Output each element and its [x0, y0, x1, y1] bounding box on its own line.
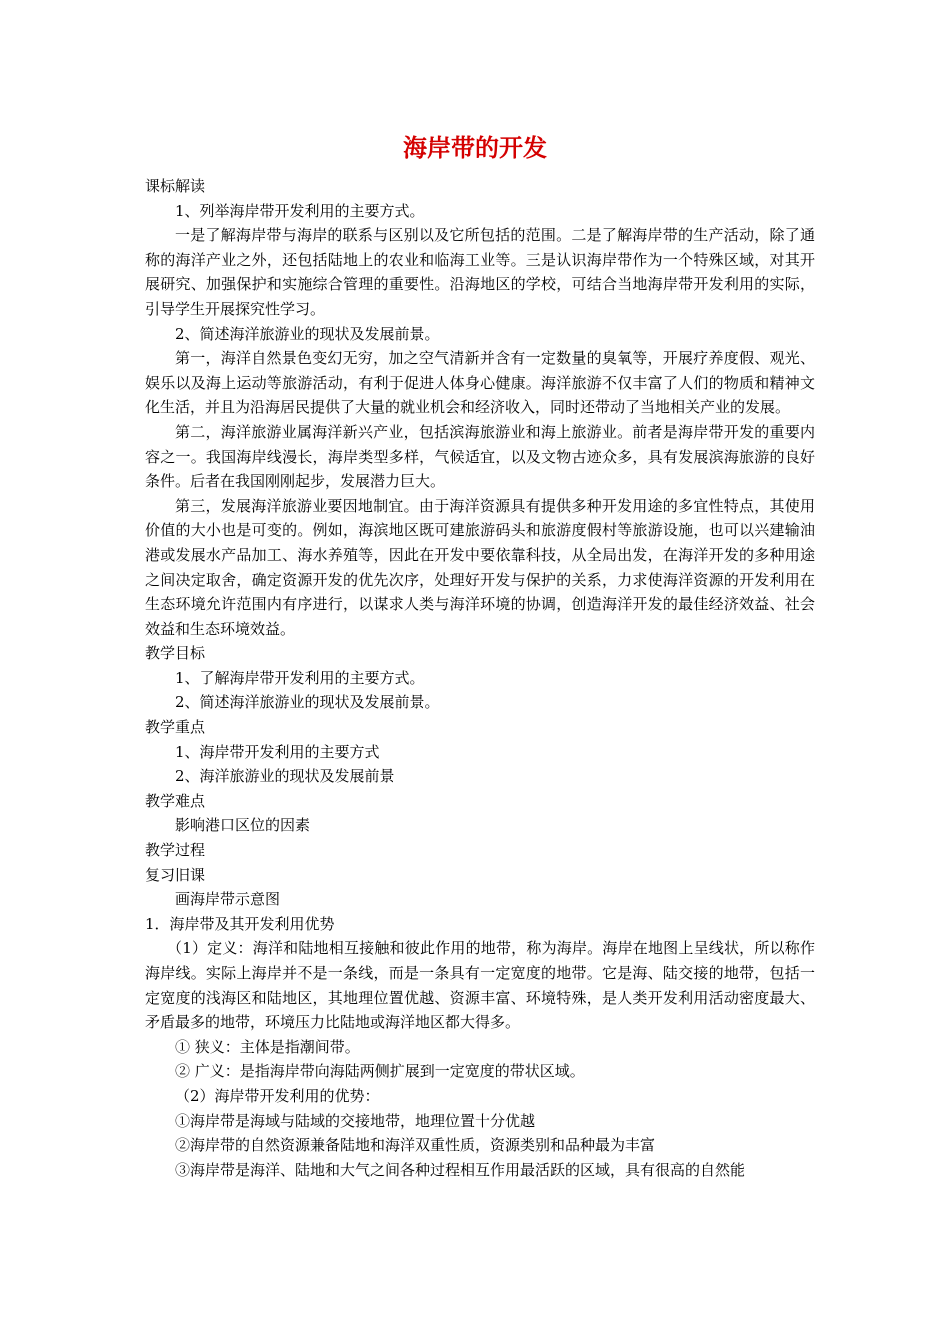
- curriculum-paragraph-1: 一是了解海岸带与海岸的联系与区别以及它所包括的范围。二是了解海岸带的生产活动，除了通称的海洋产业之外，还包括陆地上的农业和临海工业等。三是认识海岸带作为一个特殊区域，对其开展研究、加强保护和实施综合管理的重要性。沿海地区的学校，可结合当地海岸带开发利用的实际，引导学生开展探究性学习。: [145, 226, 815, 318]
- advantage-item: ①海岸带是海域与陆域的交接地带，地理位置十分优越: [175, 1111, 536, 1130]
- advantage-item: ②海岸带的自然资源兼备陆地和海洋双重性质，资源类别和品种最为丰富: [175, 1136, 656, 1155]
- topic-heading-1: 1．海岸带及其开发利用优势: [145, 914, 335, 933]
- definition-paragraph: （1）定义：海洋和陆地相互接触和彼此作用的地带，称为海岸。海岸在地图上呈线状，所以称作海岸线。实际上海岸并不是一条线，而是一条具有一定宽度的地带。它是海、陆交接的地带，包括一定宽度的浅海区和陆地区，其地理位置优越、资源丰富、环境特殊，是人类开发利用活动密度最大、矛盾最多的地带，环境压力比陆地或海洋地区都大得多。: [145, 939, 815, 1032]
- document-title: 海岸带的开发: [403, 134, 547, 162]
- document-body: [145, 174, 815, 1182]
- advantages-heading: （2）海岸带开发利用的优势：: [175, 1086, 380, 1105]
- key-point-item: 1、海岸带开发利用的主要方式: [175, 742, 380, 761]
- section-heading-goals: 教学目标: [145, 644, 206, 663]
- curriculum-paragraph-2: 第一，海洋自然景色变幻无穷，加之空气清新并含有一定数量的臭氧等，开展疗养度假、观光、娱乐以及海上运动等旅游活动，有利于促进人体身心健康。海洋旅游不仅丰富了人们的物质和精神文化生活，并且为沿海居民提供了大量的就业机会和经济收入，同时还带动了当地相关产业的发展。: [145, 349, 815, 417]
- review-heading: 复习旧课: [145, 865, 206, 884]
- key-point-item: 2、海洋旅游业的现状及发展前景: [175, 767, 395, 786]
- curriculum-point-1: 1、列举海岸带开发利用的主要方式。: [175, 201, 425, 220]
- curriculum-point-2: 2、简述海洋旅游业的现状及发展前景。: [175, 324, 440, 343]
- definition-narrow: ① 狭义：主体是指潮间带。: [175, 1037, 360, 1056]
- goal-item: 2、简述海洋旅游业的现状及发展前景。: [175, 693, 440, 712]
- section-heading-process: 教学过程: [145, 841, 206, 860]
- review-item: 画海岸带示意图: [175, 890, 281, 909]
- curriculum-paragraph-4: 第三，发展海洋旅游业要因地制宜。由于海洋资源具有提供多种开发用途的多宜性特点，其使用价值的大小也是可变的。例如，海滨地区既可建旅游码头和旅游度假村等旅游设施，也可以兴建输油港或发展水产品加工、海水养殖等，因此在开发中要依靠科技，从全局出发，在海洋开发的多种用途之间决定取舍，确定资源开发的优先次序，处理好开发与保护的关系，力求使海洋资源的开发利用在生态环境允许范围内有序进行，以谋求人类与海洋环境的协调，创造海洋开发的最佳经济效益、社会效益和生态环境效益。: [145, 496, 815, 638]
- curriculum-paragraph-3: 第二，海洋旅游业属海洋新兴产业，包括滨海旅游业和海上旅游业。前者是海岸带开发的重要内容之一。我国海岸线漫长，海岸类型多样，气候适宜，以及文物古迹众多，具有发展滨海旅游的良好条件。后者在我国刚刚起步，发展潜力巨大。: [145, 422, 815, 491]
- section-heading-difficulty: 教学难点: [145, 791, 206, 810]
- difficulty-item: 影响港口区位的因素: [175, 816, 311, 835]
- section-heading-curriculum: 课标解读: [145, 177, 206, 195]
- goal-item: 1、了解海岸带开发利用的主要方式。: [175, 668, 425, 687]
- advantage-item: ③海岸带是海洋、陆地和大气之间各种过程相互作用最活跃的区域，具有很高的自然能: [175, 1160, 746, 1179]
- definition-broad: ② 广义：是指海岸带向海陆两侧扩展到一定宽度的带状区域。: [175, 1062, 585, 1081]
- section-heading-key-points: 教学重点: [145, 718, 206, 737]
